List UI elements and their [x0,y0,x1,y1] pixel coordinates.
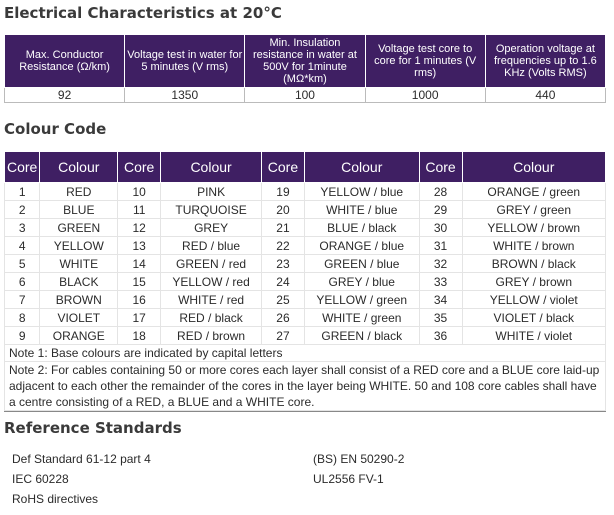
core-number-cell: 33 [419,273,462,291]
colour-cell: YELLOW / red [161,273,262,291]
core-number-cell: 3 [5,219,40,237]
core-number-cell: 7 [5,291,40,309]
core-number-cell: 22 [261,237,304,255]
core-number-cell: 16 [118,291,161,309]
table-row [5,201,606,219]
value-voltage-test-water: 1350 [125,88,245,103]
electrical-header-row [5,35,606,88]
reference-item: IEC 60228 [12,472,69,486]
colour-cell: BROWN / black [462,255,605,273]
core-number-cell: 28 [419,183,462,201]
core-number-cell: 5 [5,255,40,273]
header-core-4: Core [419,152,462,183]
colour-cell: GREY / green [462,201,605,219]
colour-cell: RED / black [161,309,262,327]
colour-code-header-row [5,152,606,183]
core-number-cell: 35 [419,309,462,327]
core-number-cell: 20 [261,201,304,219]
core-number-cell: 30 [419,219,462,237]
core-number-cell: 17 [118,309,161,327]
table-row [5,219,606,237]
colour-cell: BLACK [40,273,118,291]
note-2: Note 2: For cables containing 50 or more cores each layer shall consist of a RED core and a BLUE core laid-up adjacent to each other the remainder of the cores in the layer being WHITE. 50 and 108 core cables shall have a centre consisting of a RED, a BLUE and a WHITE core. [5,362,606,411]
core-number-cell: 9 [5,327,40,345]
colour-cell: RED / blue [161,237,262,255]
header-core-2: Core [118,152,161,183]
table-row [5,255,606,273]
table-row [5,183,606,201]
core-number-cell: 6 [5,273,40,291]
table-row [5,327,606,345]
header-colour-1: Colour [40,152,118,183]
colour-cell: WHITE / brown [462,237,605,255]
core-number-cell: 13 [118,237,161,255]
core-number-cell: 1 [5,183,40,201]
core-number-cell: 27 [261,327,304,345]
electrical-table [4,34,606,103]
core-number-cell: 4 [5,237,40,255]
header-colour-4: Colour [462,152,605,183]
note-row [5,362,606,411]
core-number-cell: 12 [118,219,161,237]
header-voltage-core-to-core: Voltage test core to core for 1 minutes (V rms) [365,35,485,88]
table-row [5,309,606,327]
colour-cell: YELLOW [40,237,118,255]
header-voltage-test-water: Voltage test in water for 5 minutes (V rms) [125,35,245,88]
colour-cell: VIOLET / black [462,309,605,327]
reference-item: UL2556 FV-1 [313,472,384,486]
colour-cell: WHITE [40,255,118,273]
core-number-cell: 36 [419,327,462,345]
electrical-value-row [5,88,606,103]
reference-title: Reference Standards [4,419,182,437]
colour-cell: VIOLET [40,309,118,327]
colour-cell: TURQUOISE [161,201,262,219]
core-number-cell: 19 [261,183,304,201]
colour-cell: YELLOW / green [304,291,419,309]
colour-cell: GREEN [40,219,118,237]
reference-item: Def Standard 61-12 part 4 [12,452,151,466]
section-divider [4,411,606,412]
header-colour-3: Colour [304,152,419,183]
core-number-cell: 34 [419,291,462,309]
core-number-cell: 31 [419,237,462,255]
colour-cell: ORANGE [40,327,118,345]
note-row [5,345,606,362]
core-number-cell: 25 [261,291,304,309]
colour-cell: YELLOW / violet [462,291,605,309]
value-operation-voltage: 440 [485,88,605,103]
table-row [5,273,606,291]
value-insulation-resistance: 100 [245,88,365,103]
colour-cell: YELLOW / brown [462,219,605,237]
colour-cell: GREY [161,219,262,237]
colour-cell: GREEN / blue [304,255,419,273]
header-max-resistance: Max. Conductor Resistance (Ω/km) [5,35,125,88]
core-number-cell: 14 [118,255,161,273]
core-number-cell: 11 [118,201,161,219]
header-core-1: Core [5,152,40,183]
core-number-cell: 29 [419,201,462,219]
core-number-cell: 18 [118,327,161,345]
colour-cell: GREEN / black [304,327,419,345]
colour-cell: YELLOW / blue [304,183,419,201]
header-colour-2: Colour [161,152,262,183]
core-number-cell: 15 [118,273,161,291]
colour-cell: RED [40,183,118,201]
header-operation-voltage: Operation voltage at frequencies up to 1.6 KHz (Volts RMS) [485,35,605,88]
colour-cell: WHITE / blue [304,201,419,219]
core-number-cell: 23 [261,255,304,273]
table-row [5,237,606,255]
colour-cell: BLUE [40,201,118,219]
colour-cell: GREEN / red [161,255,262,273]
colour-cell: PINK [161,183,262,201]
colour-cell: BROWN [40,291,118,309]
core-number-cell: 26 [261,309,304,327]
core-number-cell: 10 [118,183,161,201]
colour-cell: RED / brown [161,327,262,345]
colour-cell: BLUE / black [304,219,419,237]
reference-item: RoHS directives [12,492,99,506]
core-number-cell: 32 [419,255,462,273]
colour-cell: ORANGE / green [462,183,605,201]
colour-cell: ORANGE / blue [304,237,419,255]
header-insulation-resistance: Min. Insulation resistance in water at 500V for 1minute (MΩ*km) [245,35,365,88]
header-core-3: Core [261,152,304,183]
colour-code-title: Colour Code [4,120,107,138]
reference-item: (BS) EN 50290-2 [313,452,405,466]
colour-code-table [4,151,606,411]
core-number-cell: 2 [5,201,40,219]
colour-cell: WHITE / violet [462,327,605,345]
value-voltage-core-to-core: 1000 [365,88,485,103]
colour-cell: GREY / brown [462,273,605,291]
note-1: Note 1: Base colours are indicated by capital letters [5,345,606,362]
core-number-cell: 24 [261,273,304,291]
colour-cell: WHITE / red [161,291,262,309]
core-number-cell: 8 [5,309,40,327]
value-max-resistance: 92 [5,88,125,103]
table-row [5,291,606,309]
electrical-title: Electrical Characteristics at 20°C [4,4,282,22]
colour-cell: WHITE / green [304,309,419,327]
colour-cell: GREY / blue [304,273,419,291]
core-number-cell: 21 [261,219,304,237]
